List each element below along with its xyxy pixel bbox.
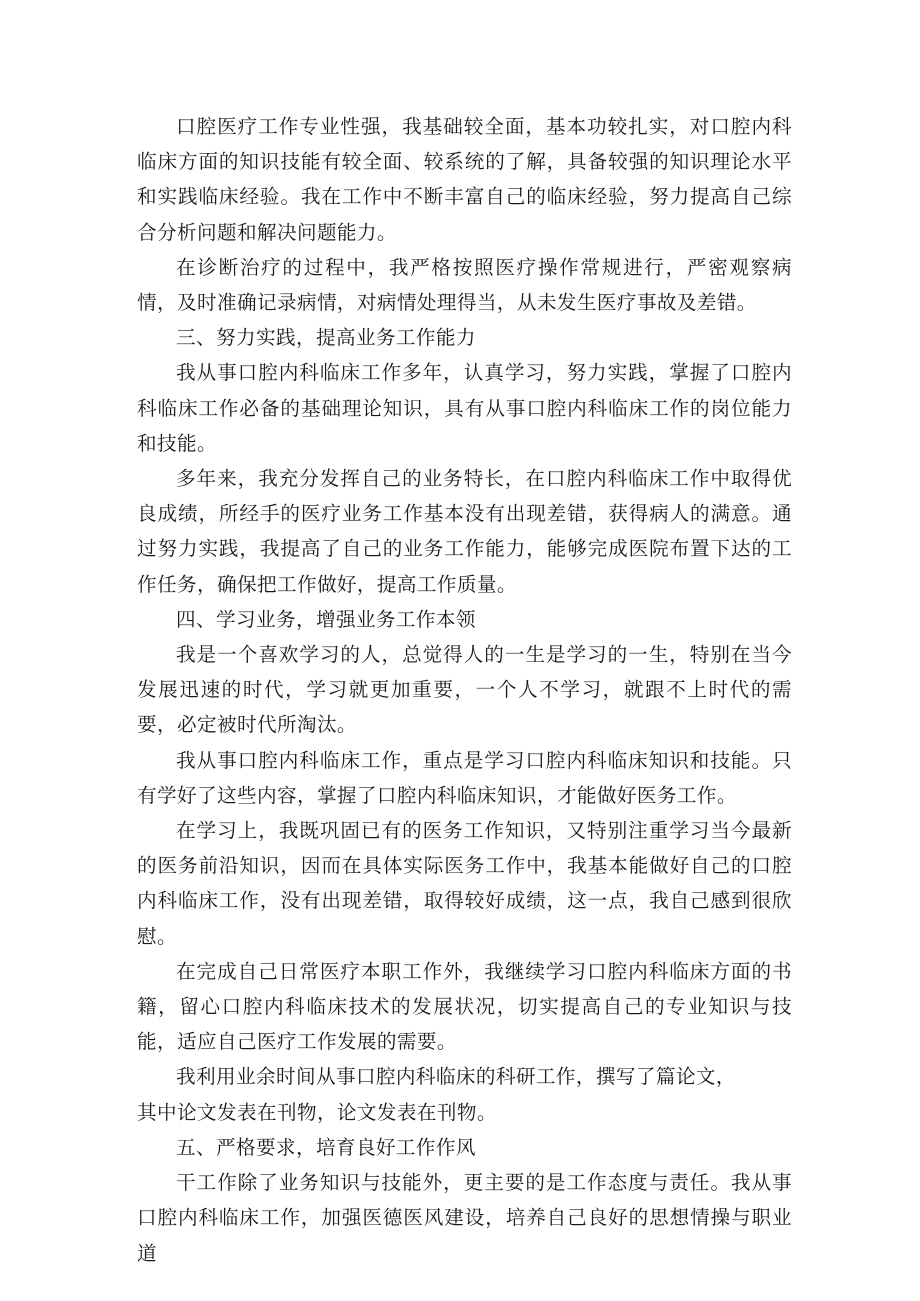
paragraph: 在诊断治疗的过程中，我严格按照医疗操作常规进行，严密观察病情，及时准确记录病情，对病情处理得当，从未发生医疗事故及差错。 — [137, 255, 792, 315]
section-heading: 四、学习业务，增强业务工作本领 — [176, 607, 476, 631]
paragraph-split — [137, 1059, 792, 1129]
paragraph: 我从事口腔内科临床工作多年，认真学习，努力实践，掌握了口腔内科临床工作必备的基础理论知识，具有从事口腔内科临床工作的岗位能力和技能。 — [137, 361, 792, 455]
section-heading: 五、严格要求，培育良好工作作风 — [176, 1135, 476, 1159]
paragraph: 在学习上，我既巩固已有的医务工作知识，又特别注重学习当今最新的医务前沿知识，因而在具体实际医务工作中，我基本能做好自己的口腔内科临床工作，没有出现差错，取得较好成绩，这一点，我自己感到很欣慰。 — [137, 819, 792, 948]
document-body — [137, 109, 792, 1271]
paragraph-line: 其中论文发表在刊物，论文发表在刊物。 — [137, 1100, 497, 1124]
paragraph: 我从事口腔内科临床工作，重点是学习口腔内科临床知识和技能。只有学好了这些内容，掌握了口腔内科临床知识，才能做好医务工作。 — [137, 748, 792, 807]
paragraph: 在完成自己日常医疗本职工作外，我继续学习口腔内科临床方面的书籍，留心口腔内科临床技术的发展状况，切实提高自己的专业知识与技能，适应自己医疗工作发展的需要。 — [137, 959, 792, 1054]
paragraph: 我是一个喜欢学习的人，总觉得人的一生是学习的一生，特别在当今发展迅速的时代，学习就更加重要，一个人不学习，就跟不上时代的需要，必定被时代所淘汰。 — [137, 643, 792, 737]
section-heading: 三、努力实践，提高业务工作能力 — [176, 326, 476, 350]
paragraph: 干工作除了业务知识与技能外，更主要的是工作态度与责任。我从事口腔内科临床工作，加强医德医风建设，培养自己良好的思想情操与职业道 — [137, 1171, 792, 1265]
paragraph-line: 我利用业余时间从事口腔内科临床的科研工作，撰写了篇论文， — [176, 1065, 736, 1089]
paragraph: 口腔医疗工作专业性强，我基础较全面，基本功较扎实，对口腔内科临床方面的知识技能有较全面、较系统的了解，具备较强的知识理论水平和实践临床经验。我在工作中不断丰富自己的临床经验，努力提高自己综合分析问题和解决问题能力。 — [137, 115, 792, 244]
paragraph: 多年来，我充分发挥自己的业务特长，在口腔内科临床工作中取得优良成绩，所经手的医疗业务工作基本没有出现差错，获得病人的满意。通过努力实践，我提高了自己的业务工作能力，能够完成医院布置下达的工作任务，确保把工作做好，提高工作质量。 — [137, 467, 792, 596]
